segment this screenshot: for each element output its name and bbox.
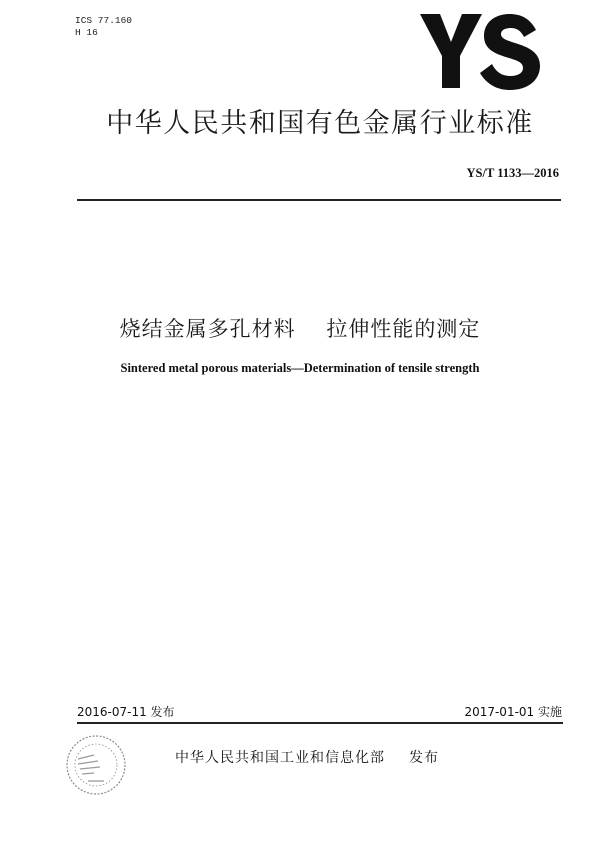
issuer-line: [175, 747, 439, 767]
ccs-code: H 16: [75, 27, 98, 38]
classification-codes: [75, 15, 132, 39]
seal-stamp-marks: [78, 755, 104, 781]
seal-stamp-rings: [67, 736, 125, 794]
issuer-name: 中华人民共和国工业和信息化部: [175, 750, 385, 766]
seal-stamp: [64, 733, 128, 797]
bottom-divider: [77, 722, 563, 724]
publish-date: 2016-07-11 发布: [77, 705, 175, 719]
ys-logo: [420, 10, 542, 92]
document-title-chinese: 烧结金属多孔材料 拉伸性能的测定: [119, 317, 481, 341]
effective-date: 2017-01-01 实施: [464, 705, 562, 719]
ys-logo-mark: [420, 14, 540, 90]
top-divider: [77, 199, 561, 201]
document-title-english: Sintered metal porous materials—Determination of tensile strength: [120, 361, 480, 375]
industry-standard-title: 中华人民共和国有色金属行业标准: [106, 108, 534, 139]
ics-code: ICS 77.160: [75, 15, 133, 26]
issuer-action: 发布: [409, 750, 439, 766]
standard-number: YS/T 1133—2016: [466, 166, 559, 180]
